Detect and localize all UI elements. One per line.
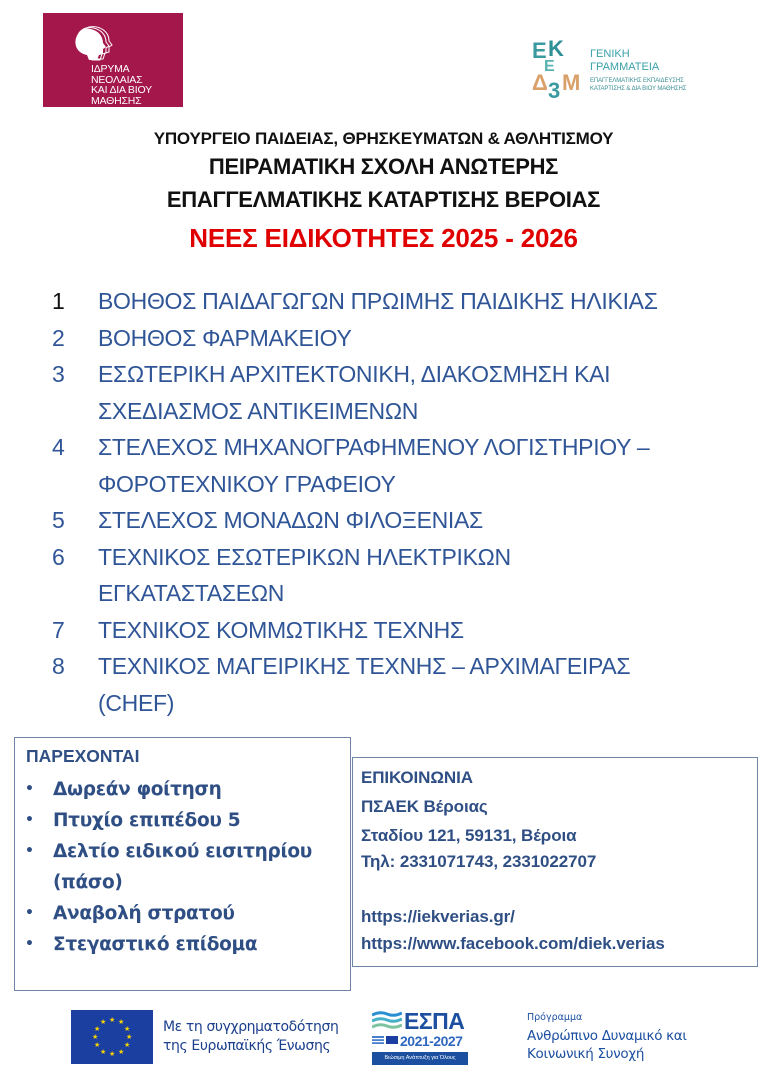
specialty-label: [98, 356, 762, 429]
specialty-number: 1: [52, 288, 65, 314]
eu-text-line: Με τη συγχρηματοδότηση: [163, 1019, 339, 1035]
eu-flag-icon: ★ ★ ★ ★ ★ ★ ★ ★ ★ ★ ★ ★: [71, 1010, 153, 1064]
specialty-line: ΕΣΩΤΕΡΙΚΗ ΑΡΧΙΤΕΚΤΟΝΙΚΗ, ΔΙΑΚΟΣΜΗΣΗ ΚΑΙ: [98, 361, 611, 387]
benefit-label: [53, 929, 257, 960]
specialty-line: ΤΕΧΝΙΚΟΣ ΜΑΓΕΙΡΙΚΗΣ ΤΕΧΝΗΣ – ΑΡΧΙΜΑΓΕΙΡΑΣ: [98, 653, 631, 679]
svg-text:Ε: Ε: [532, 38, 547, 63]
specialty-number: 3: [52, 361, 65, 387]
contact-phone: Τηλ: 2331071743, 2331022707: [361, 852, 597, 871]
svg-text:Δ: Δ: [532, 70, 548, 95]
specialty-line: ΒΟΗΘΟΣ ΠΑΙΔΑΓΩΓΩΝ ΠΡΩΙΜΗΣ ΠΑΙΔΙΚΗΣ ΗΛΙΚΙΑΣ: [98, 288, 658, 314]
profile-heads-icon: [75, 25, 115, 61]
espa-tagline: Βιώσιμη Ανάπτυξη για Όλους: [372, 1052, 468, 1065]
eekdvm-title: [590, 48, 659, 74]
new-specialties-heading: ΝΕΕΣ ΕΙΔΙΚΟΤΗΤΕΣ 2025 - 2026: [189, 223, 578, 253]
specialty-label: [98, 502, 762, 539]
school-name-line1: ΠΕΙΡΑΜΑΤΙΚΗ ΣΧΟΛΗ ΑΝΩΤΕΡΗΣ: [208, 154, 559, 179]
benefits-list: [25, 774, 345, 960]
school-name-line2: ΕΠΑΓΓΕΛΜΑΤΙΚΗΣ ΚΑΤΑΡΤΙΣΗΣ ΒΕΡΟΙΑΣ: [166, 187, 601, 212]
program-name: [527, 1027, 687, 1063]
logo-line: ΙΔΡΥΜΑ: [91, 63, 130, 75]
eekdvm-mark-icon: [532, 38, 584, 100]
specialty-line: ΤΕΧΝΙΚΟΣ ΕΣΩΤΕΡΙΚΩΝ ΗΛΕΚΤΡΙΚΩΝ: [98, 543, 511, 570]
logo-title-line: ΓΡΑΜΜΑΤΕΙΑ: [590, 61, 660, 73]
benefit-item: [25, 836, 345, 898]
inedivim-logo-text: [91, 64, 152, 106]
specialty-number: 5: [52, 507, 65, 533]
program-logo: [527, 1012, 687, 1063]
benefit-item: [25, 929, 345, 960]
specialty-label: [98, 612, 762, 649]
espa-years: 2021-2027: [400, 1033, 463, 1049]
benefit-line: Αναβολή στρατού: [53, 903, 235, 924]
bullet-icon: •: [25, 781, 34, 797]
logo-subtitle-line: ΚΑΤΑΡΤΙΣΗΣ & ΔΙΑ ΒΙΟΥ ΜΑΘΗΣΗΣ: [590, 86, 687, 92]
program-name-line: Κοινωνική Συνοχή: [527, 1046, 645, 1062]
svg-text:Ε: Ε: [544, 58, 555, 75]
specialty-line: ΕΓΚΑΤΑΣΤΑΣΕΩΝ: [98, 580, 285, 606]
specialty-item: [52, 539, 762, 612]
logo-line: ΜΑΘΗΣΗΣ: [91, 94, 142, 107]
specialty-label: [98, 283, 762, 320]
benefit-item: [25, 805, 345, 836]
specialty-line: ΤΕΧΝΙΚΟΣ ΚΟΜΜΩΤΙΚΗΣ ΤΕΧΝΗΣ: [98, 616, 464, 643]
specialty-item: [52, 612, 762, 649]
logo-subtitle-line: ΕΠΑΓΓΕΛΜΑΤΙΚΗΣ ΕΚΠΑΙΔΕΥΣΗΣ: [590, 78, 684, 84]
espa-word: ΕΣΠΑ: [404, 1008, 465, 1034]
specialty-number: 2: [52, 324, 65, 351]
svg-text:Μ: Μ: [562, 70, 581, 95]
specialty-item: [52, 648, 762, 721]
bullet-icon: •: [25, 812, 34, 828]
benefit-line: Δελτίο ειδικού εισιτηρίου: [53, 841, 312, 862]
contact-title: ΕΠΙΚΟΙΝΩΝΙΑ: [361, 768, 473, 787]
specialty-line: ΣΧΕΔΙΑΣΜΟΣ ΑΝΤΙΚΕΙΜΕΝΩΝ: [98, 397, 419, 424]
svg-text:3: 3: [548, 78, 561, 100]
title-block: [0, 128, 767, 258]
contact-address: Σταδίου 121, 59131, Βέροια: [361, 826, 577, 845]
specialty-line: ΦΟΡΟΤΕΧΝΙΚΟΥ ΓΡΑΦΕΙΟΥ: [98, 470, 396, 497]
ministry-heading: ΥΠΟΥΡΓΕΙΟ ΠΑΙΔΕΙΑΣ, ΘΡΗΣΚΕΥΜΑΤΩΝ & ΑΘΛΗΤΙΣΜΟΥ: [153, 129, 614, 148]
specialty-item: [52, 356, 762, 429]
facebook-link[interactable]: https://www.facebook.com/diek.verias: [361, 934, 665, 953]
specialty-label: [98, 648, 762, 721]
eu-text-line: της Ευρωπαϊκής Ένωσης: [163, 1038, 331, 1054]
benefit-item: [25, 898, 345, 929]
specialty-line: ΒΟΗΘΟΣ ΦΑΡΜΑΚΕΙΟΥ: [98, 324, 352, 351]
specialty-number: 7: [52, 616, 65, 643]
espa-waves-icon: [372, 1011, 402, 1033]
specialty-label: [98, 539, 762, 612]
specialty-line: ΣΤΕΛΕΧΟΣ ΜΟΝΑΔΩΝ ΦΙΛΟΞΕΝΙΑΣ: [98, 507, 483, 533]
espa-logo: [372, 1008, 468, 1066]
specialty-item: [52, 320, 762, 357]
benefit-label: [53, 898, 235, 929]
specialty-label: [98, 320, 762, 357]
eu-cofunding-text: [163, 1018, 338, 1056]
logo-line: ΝΕΟΛΑΙΑΣ: [91, 73, 143, 86]
benefit-item: [25, 774, 345, 805]
specialty-item: [52, 429, 762, 502]
bullet-icon: •: [25, 843, 34, 859]
program-name-line: Ανθρώπινο Δυναμικό και: [527, 1028, 687, 1044]
svg-text:Κ: Κ: [548, 38, 564, 61]
logo-line: ΚΑΙ ΔΙΑ ΒΙΟΥ: [91, 84, 152, 96]
benefit-label: [53, 805, 240, 836]
contact-name: ΠΣΑΕΚ Βέροιας: [361, 797, 488, 816]
eekdvm-logo: [528, 38, 718, 100]
specialty-line: (CHEF): [98, 689, 175, 716]
specialty-label: [98, 429, 762, 502]
benefits-box: [14, 737, 351, 991]
bullet-icon: •: [25, 936, 34, 952]
benefit-line: (πάσο): [53, 872, 123, 893]
benefit-line: Στεγαστικό επίδομα: [53, 934, 258, 955]
gr-eu-flags-icon: [372, 1036, 398, 1044]
specialty-number: 4: [52, 434, 65, 460]
eekdvm-subtitle: [590, 77, 686, 93]
benefit-label: [53, 836, 312, 898]
benefit-line: Δωρεάν φοίτηση: [53, 779, 222, 800]
website-link[interactable]: https://iekverias.gr/: [361, 907, 515, 926]
logo-title-line: ΓΕΝΙΚΗ: [590, 48, 630, 60]
bullet-icon: •: [25, 905, 34, 921]
specialty-item: [52, 502, 762, 539]
program-label: Πρόγραμμα: [527, 1012, 583, 1023]
specialty-number: 6: [52, 543, 65, 570]
contact-box: [352, 757, 758, 967]
specialty-item: [52, 283, 762, 320]
inedivim-logo: [43, 13, 183, 107]
benefits-title: ΠΑΡΕΧΟΝΤΑΙ: [26, 746, 140, 766]
specialty-number: 8: [52, 653, 65, 679]
specialty-line: ΣΤΕΛΕΧΟΣ ΜΗΧΑΝΟΓΡΑΦΗΜΕΝΟΥ ΛΟΓΙΣΤΗΡΙΟΥ –: [98, 434, 650, 460]
specialties-list: [52, 283, 762, 721]
benefit-label: [53, 774, 221, 805]
benefit-line: Πτυχίο επιπέδου 5: [53, 810, 241, 831]
